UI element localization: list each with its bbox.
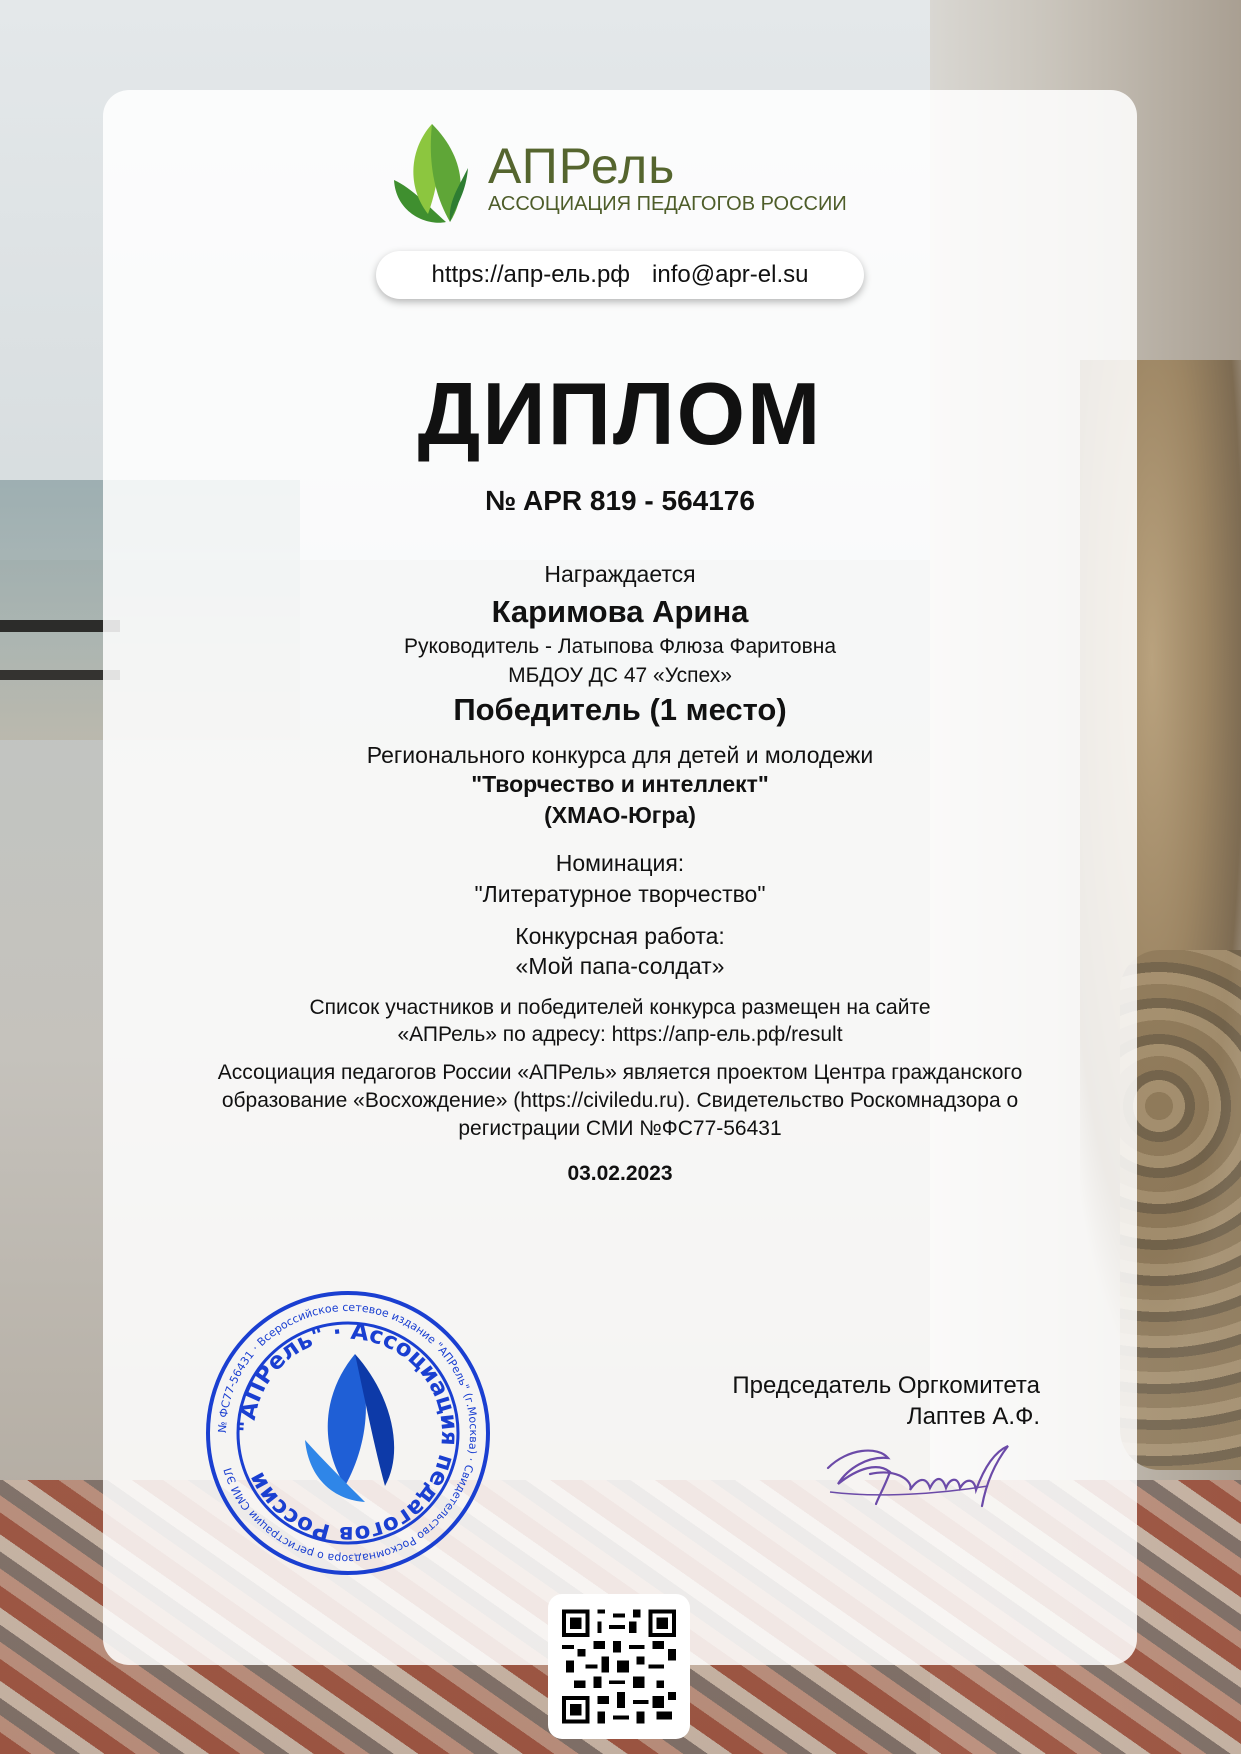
- assoc-line-2: образование «Восхождение» (https://civiledu.ru). Свидетельство Роскомнадзора о: [221, 1089, 1019, 1112]
- recipient-name: Каримова Арина: [491, 594, 749, 629]
- leaf-icon: [388, 122, 470, 228]
- assoc-line-1: Ассоциация педагогов России «АПРель» является проектом Центра гражданского: [217, 1061, 1023, 1084]
- logo-name: АПРель: [488, 138, 676, 194]
- apr-logo: [388, 118, 868, 228]
- nomination: "Литературное творчество": [474, 881, 766, 907]
- place: Победитель (1 место): [453, 692, 787, 727]
- logo-subtitle: АССОЦИАЦИЯ ПЕДАГОГОВ РОССИИ: [488, 193, 847, 215]
- region: (ХМАО-Югра): [544, 802, 696, 828]
- list-line-2: «АПРель» по адресу: https://апр-ель.рф/result: [397, 1023, 843, 1046]
- organization: МБДОУ ДС 47 «Успех»: [508, 664, 732, 687]
- work-label: Конкурсная работа:: [515, 923, 725, 949]
- issue-date: 03.02.2023: [567, 1162, 673, 1185]
- signer-block: [690, 1370, 1040, 1432]
- qr-code-icon: [562, 1608, 676, 1725]
- signer-name: Лаптев А.Ф.: [906, 1403, 1040, 1430]
- qr-code-box[interactable]: [548, 1594, 690, 1739]
- list-line-1: Список участников и победителей конкурса размещен на сайте: [309, 996, 931, 1019]
- contest-line: Регионального конкурса для детей и молодежи: [366, 742, 874, 768]
- signer-role: Председатель Оргкомитета: [732, 1372, 1040, 1399]
- association-stamp: [205, 1290, 491, 1576]
- site-link[interactable]: https://апр-ель.рф: [431, 261, 631, 288]
- nomination-label: Номинация:: [555, 850, 685, 876]
- contact-links-pill: [376, 251, 864, 299]
- stamp-inner-text: "АПРель" · Ассоциация педагогов России: [233, 1318, 463, 1548]
- email-link[interactable]: info@apr-el.su: [652, 261, 809, 288]
- work-title: «Мой папа-солдат»: [515, 953, 725, 979]
- stamp-outer-text: № ФС77-56431 · Всероссийское сетевое издание "АПРель" (г.Москва) · Свидетельство Роскомнадзора о регистрации СМИ ЭЛ: [215, 1300, 481, 1566]
- diploma-title: ДИПЛОМ: [417, 364, 823, 463]
- assoc-line-3: регистрации СМИ №ФС77-56431: [458, 1117, 782, 1140]
- supervisor: Руководитель - Латыпова Флюза Фаритовна: [403, 635, 837, 658]
- contest-name: "Творчество и интеллект": [471, 771, 769, 797]
- handwritten-signature: [818, 1428, 1018, 1518]
- awarded-label: Награждается: [544, 561, 696, 587]
- diploma-number: № APR 819 - 564176: [485, 485, 755, 516]
